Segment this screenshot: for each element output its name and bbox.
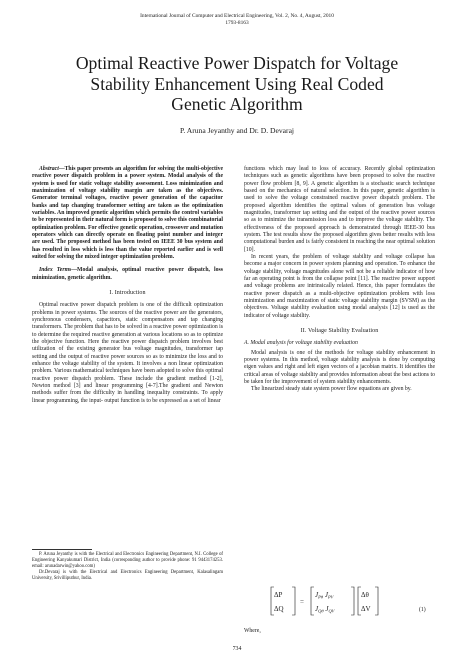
page-number: 734 bbox=[232, 646, 242, 652]
footnotes bbox=[32, 552, 223, 582]
paper-title bbox=[40, 53, 434, 115]
author-line: P. Aruna Jeyanthy and Dr. D. Devaraj bbox=[179, 126, 295, 135]
footnote-1: P. Aruna Jeyanthy is with the Electrical and Electronics Engineering Department, N.I. College of Engineering Kanyakumari District, India (corresponding author to provide phone: 91 9443174253. email: arunadarwin@yahoo.com) bbox=[32, 552, 223, 569]
index-terms bbox=[32, 267, 223, 282]
abstract-label: Abstract bbox=[39, 166, 59, 172]
index-terms-label: Index Terms bbox=[39, 267, 72, 274]
svg-text:=: = bbox=[300, 598, 304, 606]
abstract bbox=[32, 166, 223, 261]
right-column bbox=[244, 166, 435, 394]
index-terms-text: —Modal analysis, optimal reactive power dispatch, loss minimization, genetic algorithm. bbox=[32, 267, 223, 281]
abstract-text: —This paper presents an algorithm for solving the multi-objective reactive power dispatch problem in a power system. Modal analysis of the system is used for static voltage stability assessment. Loss minimization and maximization of voltage stability margin are taken as the objectives. Generator terminal voltages, reactive power generation of the capacitor banks and tap changing transformer setting are taken as the optimization variables. An improved genetic algorithm which permits the control variables to be represented in their natural form is proposed to solve this combinatorial optimization problem. For effective genetic operation, crossover and mutation operators which can directly operate on floating point number and integer are used. The proposed method has been tested on IEEE 30 bus system and has resulted in loss which is less than the value reported earlier and is well suited for solving the mixed integer optimization problem. bbox=[32, 166, 223, 260]
svg-text:JQθ JQV: $J_{Q\theta}$ $J_{QV}$ bbox=[315, 605, 335, 614]
right-paragraph-3: Modal analysis is one of the methods for voltage stability enhancement in power systems. In this method, voltage stability analysis is done by computing eigen values and right and left eigen vectors of a jacobian matrix. It identifies the critical areas of voltage stability and provides information about the best actions to be taken for the improvement of system stability enhancements. bbox=[244, 349, 435, 385]
equation-1 bbox=[244, 583, 435, 619]
svg-text:ΔP: ΔP bbox=[274, 591, 283, 599]
subsection-heading-modal-analysis: A. Modal analysis for voltage stability evaluation bbox=[244, 340, 358, 347]
intro-paragraph: Optimal reactive power dispatch problem is one of the difficult optimization problems in power systems. The sources of the reactive power are the generators, synchronous condensers, capacitors, static compensators and tap changing transformers. The problem that has to be solved in a reactive power optimization is to determine the required reactive generation at various locations so as to optimize the objective function. Here the reactive power dispatch problem involves best utilization of the existing generator bus voltage magnitudes, transformer tap setting and the output of reactive power sources so as to minimize the loss and to enhance the voltage stability of the system. It involves a non linear optimization problem. Various mathematical techniques have been adopted to solve this optimal reactive power dispatch problem. These include the gradient method [1-2], Newton method [3] and linear programming [4-7].The gradient and Newton methods suffer from the difficulty in handling inequality constraints. To apply linear programming, the input- output function is to be expressed as a set of linear bbox=[32, 302, 223, 404]
right-paragraph-4: The linearized steady state system power flow equations are given by. bbox=[251, 386, 412, 393]
journal-header bbox=[40, 13, 434, 27]
svg-text:ΔQ: ΔQ bbox=[274, 605, 284, 613]
section-heading-introduction: I. Introduction bbox=[109, 289, 146, 296]
title-line-1: Optimal Reactive Power Dispatch for Voltage bbox=[75, 53, 399, 73]
left-column bbox=[32, 166, 223, 405]
journal-header-line: International Journal of Computer and Electrical Engineering, Vol. 2, No. 4, August, 2010 bbox=[140, 13, 334, 19]
svg-text:ΔV: ΔV bbox=[361, 605, 371, 613]
journal-issn: 1793-8163 bbox=[225, 20, 249, 26]
title-line-3: Genetic Algorithm bbox=[171, 94, 303, 114]
svg-text:JPθ JPV: $J_{P\theta}$ $J_{PV}$ bbox=[315, 591, 334, 600]
section-heading-voltage-stability: II. Voltage Stability Evaluation bbox=[300, 327, 379, 334]
where-label: Where, bbox=[244, 628, 261, 634]
svg-text:Δθ: Δθ bbox=[361, 591, 369, 599]
right-paragraph-2: In recent years, the problem of voltage stability and voltage collapse has become a major concern in power system planning and operation. To enhance the voltage stability, voltage magnitudes alone will not be a reliable indicator of how far an operating point is from the collapse point [11]. The reactive power support and voltage problems are intrinsically related. Hence, this paper formulates the reactive power dispatch as a multi-objective optimization problem with loss minimization and maximization of static voltage stability margin (SVSM) as the objectives. Voltage stability evaluation using modal analysis [12] is used as the indicator of voltage stability. bbox=[244, 253, 435, 319]
right-paragraph-1: functions which may lead to loss of accuracy. Recently global optimization techniques such as genetic algorithms have been proposed to solve the reactive power flow problem [8, 9]. A genetic algorithm is a stochastic search technique based on the mechanics of natural selection. In this paper, genetic algorithm is used to solve the voltage constrained reactive power dispatch problem. The proposed algorithm identifies the optimal values of generation bus voltage magnitudes, transformer tap setting and the output of the reactive power sources so as to minimize the transmission loss and to improve the voltage stability. The effectiveness of the proposed approach is demonstrated through IEEE-30 bus system. The test results show the proposed algorithm gives better results with less computational burden and is fairly consistent in reaching the near optimal solution [10]. bbox=[244, 166, 435, 253]
footnote-divider bbox=[32, 549, 92, 550]
footnote-2: Dr.Devaraj is with the Electrical and Electronics Engineering Department, Kalasalingam University, Srivilliputhur, India. bbox=[32, 570, 223, 581]
equation-number: (1) bbox=[419, 607, 426, 613]
title-line-2: Stability Enhancement Using Real Coded bbox=[90, 73, 384, 94]
